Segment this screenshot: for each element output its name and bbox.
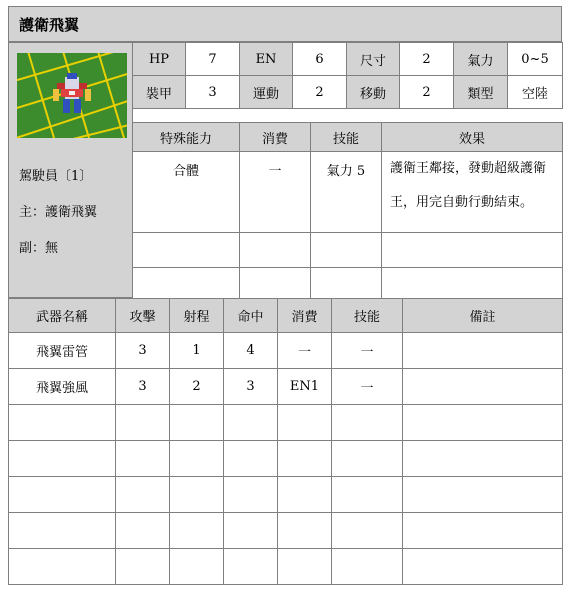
weapon-row-empty — [9, 405, 563, 441]
weapons-header-range: 射程 — [170, 299, 224, 333]
weapon-attack: 3 — [116, 369, 170, 405]
empty-cell — [170, 513, 224, 549]
empty-cell — [9, 477, 116, 513]
stat-label: 裝甲 — [133, 76, 186, 109]
stat-value: 2 — [400, 43, 454, 76]
empty-cell — [224, 441, 278, 477]
stat-value: 3 — [186, 76, 240, 109]
empty-cell — [311, 233, 382, 268]
unit-sprite-icon — [17, 53, 127, 138]
empty-cell — [170, 549, 224, 585]
weapon-range: 1 — [170, 333, 224, 369]
stat-label: EN — [240, 43, 293, 76]
abilities-header-skill: 技能 — [311, 123, 382, 152]
empty-cell — [382, 233, 563, 268]
stats-row — [133, 43, 563, 76]
empty-cell — [170, 477, 224, 513]
empty-cell — [332, 513, 403, 549]
empty-cell — [9, 549, 116, 585]
empty-cell — [224, 549, 278, 585]
ability-name: 合體 — [133, 152, 240, 233]
title-bar — [8, 6, 562, 42]
stat-label: HP — [133, 43, 186, 76]
empty-cell — [9, 405, 116, 441]
weapons-table — [8, 298, 563, 585]
weapon-row-empty — [9, 549, 563, 585]
pilot-panel — [8, 42, 133, 298]
stat-value: 0~5 — [508, 43, 563, 76]
empty-cell — [133, 233, 240, 268]
ability-skill: 氣力 5 — [311, 152, 382, 233]
weapon-hit: 4 — [224, 333, 278, 369]
empty-cell — [116, 405, 170, 441]
empty-cell — [116, 477, 170, 513]
weapon-skill: 一 — [332, 369, 403, 405]
empty-cell — [224, 477, 278, 513]
empty-cell — [116, 513, 170, 549]
weapon-attack: 3 — [116, 333, 170, 369]
weapons-header-hit: 命中 — [224, 299, 278, 333]
empty-cell — [332, 549, 403, 585]
weapons-header-row — [9, 299, 563, 333]
weapon-row-empty — [9, 441, 563, 477]
empty-cell — [403, 441, 563, 477]
stat-label: 尺寸 — [347, 43, 400, 76]
unit-portrait — [17, 53, 127, 138]
empty-cell — [9, 513, 116, 549]
empty-cell — [278, 549, 332, 585]
stat-value: 7 — [186, 43, 240, 76]
ability-row-empty — [133, 233, 563, 268]
empty-cell — [278, 477, 332, 513]
empty-cell — [9, 441, 116, 477]
weapon-row-empty — [9, 513, 563, 549]
empty-cell — [116, 441, 170, 477]
stat-value: 2 — [400, 76, 454, 109]
weapon-row — [9, 369, 563, 405]
empty-cell — [278, 441, 332, 477]
pilot-count: 駕駛員〔1〕 — [19, 169, 93, 184]
stat-label: 移動 — [347, 76, 400, 109]
empty-cell — [278, 513, 332, 549]
empty-cell — [403, 477, 563, 513]
sub-pilot: 副：無 — [19, 241, 59, 256]
weapon-row — [9, 333, 563, 369]
weapons-header-name: 武器名稱 — [9, 299, 116, 333]
empty-cell — [403, 549, 563, 585]
stat-value: 空陸 — [508, 76, 563, 109]
empty-cell — [170, 441, 224, 477]
weapons-header-attack: 攻擊 — [116, 299, 170, 333]
weapons-header-skill: 技能 — [332, 299, 403, 333]
abilities-table — [132, 122, 563, 303]
weapon-cost: 一 — [278, 333, 332, 369]
abilities-header-cost: 消費 — [240, 123, 311, 152]
abilities-header-name: 特殊能力 — [133, 123, 240, 152]
empty-cell — [403, 405, 563, 441]
abilities-header-effect: 效果 — [382, 123, 563, 152]
empty-cell — [170, 405, 224, 441]
weapons-header-cost: 消費 — [278, 299, 332, 333]
empty-cell — [116, 549, 170, 585]
stats-row — [133, 76, 563, 109]
weapon-skill: 一 — [332, 333, 403, 369]
stat-value: 2 — [293, 76, 347, 109]
empty-cell — [332, 405, 403, 441]
unit-name: 護衛飛翼 — [19, 15, 80, 34]
upper-section — [8, 42, 562, 298]
weapon-range: 2 — [170, 369, 224, 405]
stat-label: 運動 — [240, 76, 293, 109]
weapon-name: 飛翼強風 — [9, 369, 116, 405]
ability-cost: 一 — [240, 152, 311, 233]
empty-cell — [403, 513, 563, 549]
ability-effect: 護衛王鄰接，發動超級護衛王，用完自動行動結束。 — [382, 152, 563, 233]
stat-label: 類型 — [454, 76, 508, 109]
weapon-row-empty — [9, 477, 563, 513]
stats-table — [132, 42, 563, 109]
weapon-name: 飛翼雷管 — [9, 333, 116, 369]
ability-row — [133, 152, 563, 233]
empty-cell — [278, 405, 332, 441]
empty-cell — [332, 477, 403, 513]
empty-cell — [224, 513, 278, 549]
weapon-hit: 3 — [224, 369, 278, 405]
weapons-header-note: 備註 — [403, 299, 563, 333]
stat-value: 6 — [293, 43, 347, 76]
weapon-note — [403, 369, 563, 405]
weapon-cost: EN1 — [278, 369, 332, 405]
stat-label: 氣力 — [454, 43, 508, 76]
empty-cell — [240, 233, 311, 268]
empty-cell — [224, 405, 278, 441]
empty-cell — [332, 441, 403, 477]
main-pilot: 主：護衛飛翼 — [19, 205, 98, 220]
abilities-header-row — [133, 123, 563, 152]
weapon-note — [403, 333, 563, 369]
